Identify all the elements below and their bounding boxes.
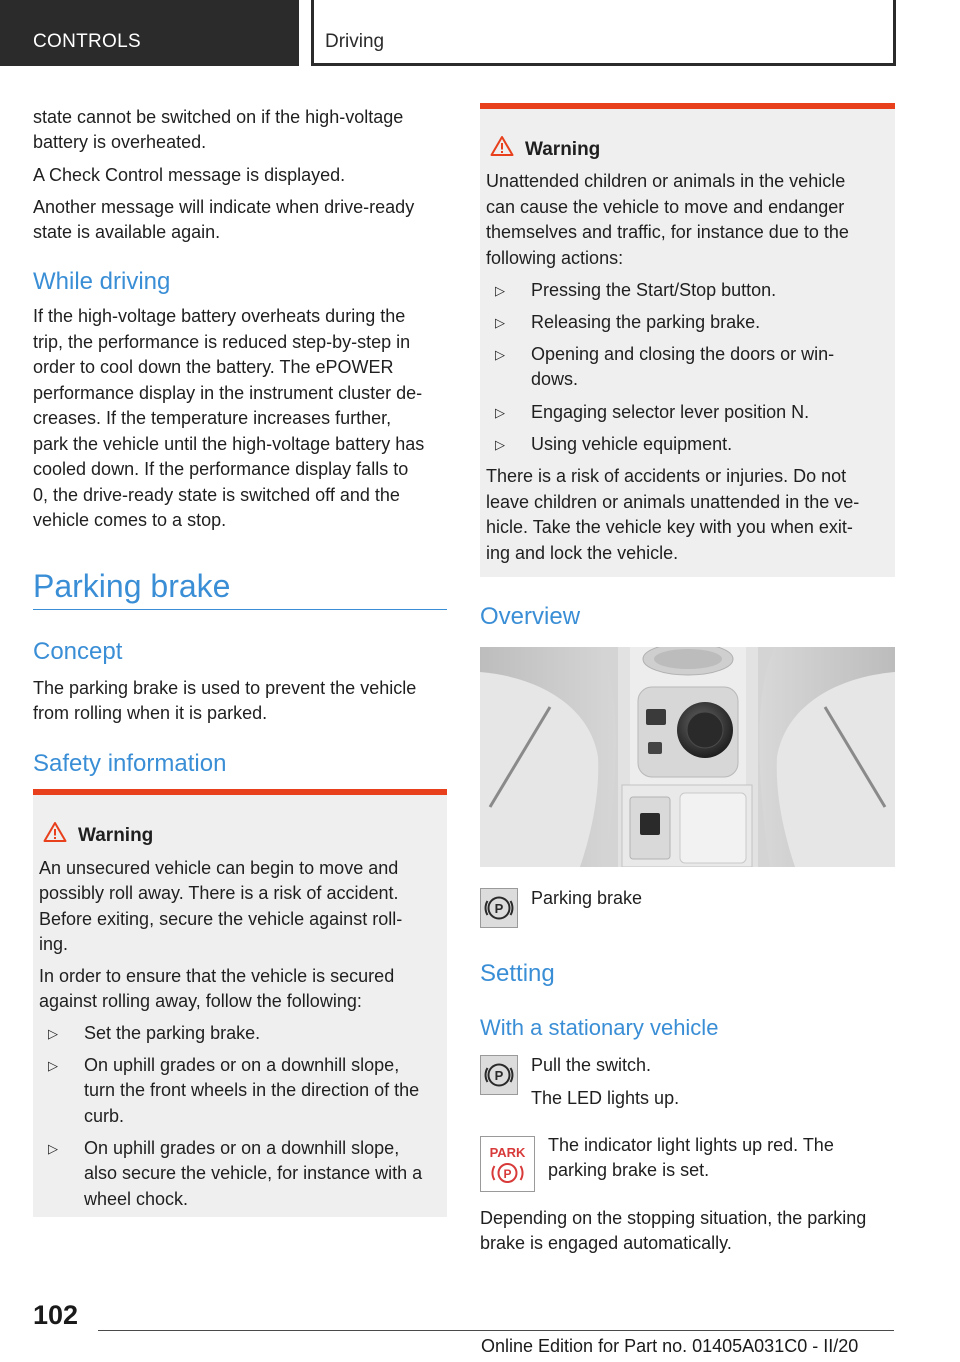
triangle-bullet-icon: ▷: [495, 315, 505, 330]
body-line: parking brake is set.: [548, 1160, 710, 1180]
footer-edition: Online Edition for Part no. 01405A031C0 - II/20: [481, 1336, 859, 1356]
body-line: The indicator light lights up red. The: [548, 1135, 834, 1155]
list-item: ▷ Releasing the parking brake.: [495, 310, 885, 336]
list-item: ▷ Set the parking brake.: [48, 1021, 438, 1047]
triangle-bullet-icon: ▷: [495, 405, 505, 420]
body-line: performance display in the instrument cluster de-: [33, 383, 423, 403]
list-item: ▷ On uphill grades or on a downhill slope, also secure the vehicle, for instance with a wheel chock.: [48, 1138, 423, 1209]
warning-line: hicle. Take the vehicle key with you when exit-: [486, 517, 853, 537]
body-line: creases. If the temperature increases further,: [33, 408, 392, 428]
warning-title: Warning: [525, 139, 601, 160]
warning-line: ing and lock the vehicle.: [486, 543, 679, 563]
body-line: brake is engaged automatically.: [480, 1233, 732, 1253]
triangle-bullet-icon: ▷: [48, 1026, 58, 1041]
warning-line: following actions:: [486, 248, 624, 268]
center-console-illustration: [480, 647, 895, 867]
list-item: ▷ Engaging selector lever position N.: [495, 400, 885, 426]
while-driving-heading: While driving: [33, 268, 171, 295]
triangle-bullet-icon: ▷: [48, 1058, 58, 1073]
footer-rule: [98, 1330, 894, 1331]
list-item: ▷ Pressing the Start/Stop button.: [495, 278, 885, 304]
body-line: trip, the performance is reduced step-by-step in: [33, 332, 411, 352]
warning-line: Before exiting, secure the vehicle against roll-: [39, 909, 403, 929]
warning-box: [480, 103, 895, 577]
list-item: ▷ On uphill grades or on a downhill slope, turn the front wheels in the direction of the curb.: [48, 1055, 420, 1126]
body-line: 0, the drive-ready state is switched off and the: [33, 485, 400, 505]
warning-triangle-icon: [43, 821, 67, 843]
intro-line: A Check Control message is displayed.: [33, 165, 346, 185]
intro-line: battery is overheated.: [33, 132, 207, 152]
header-chapter-tab: [311, 0, 896, 66]
warning-line: ing.: [39, 934, 69, 954]
parking-brake-console-photo: [480, 647, 895, 867]
intro-line: state is available again.: [33, 222, 221, 242]
heading-rule: [33, 609, 447, 610]
warning-line: leave children or animals unattended in the ve-: [486, 492, 860, 512]
body-line: cooled down. If the performance display falls to: [33, 459, 409, 479]
list-item: ▷ Opening and closing the doors or win- dows.: [495, 344, 835, 389]
triangle-bullet-icon: ▷: [495, 437, 505, 452]
body-line: order to cool down the battery. The ePOWER: [33, 357, 394, 377]
header-section-label: CONTROLS: [33, 31, 141, 52]
warning-line: In order to ensure that the vehicle is secured: [39, 966, 395, 986]
header-chapter-label: Driving: [325, 31, 385, 52]
intro-line: Another message will indicate when drive-ready: [33, 197, 415, 217]
body-line: If the high-voltage battery overheats during the: [33, 306, 406, 326]
warning-line: An unsecured vehicle can begin to move and: [39, 858, 399, 878]
body-line: from rolling when it is parked.: [33, 703, 268, 723]
warning-line: Unattended children or animals in the vehicle: [486, 171, 846, 191]
body-line: park the vehicle until the high-voltage battery has: [33, 434, 425, 454]
warning-line: against rolling away, follow the following:: [39, 991, 362, 1011]
page-number: 102: [33, 1300, 79, 1330]
body-line: The parking brake is used to prevent the vehicle: [33, 678, 417, 698]
warning-triangle-icon: [490, 135, 514, 157]
triangle-bullet-icon: ▷: [495, 347, 505, 362]
triangle-bullet-icon: ▷: [48, 1141, 58, 1156]
list-item: ▷ Using vehicle equipment.: [495, 432, 885, 458]
header-section-tab: [0, 0, 299, 66]
button-letter: P: [494, 901, 504, 916]
warning-line: themselves and traffic, for instance due to the: [486, 222, 849, 242]
park-indicator-light-icon: [480, 1136, 535, 1192]
body-line: The LED lights up.: [531, 1088, 680, 1108]
warning-line: There is a risk of accidents or injuries. Do not: [486, 466, 847, 486]
intro-line: state cannot be switched on if the high-voltage: [33, 107, 404, 127]
warning-title: Warning: [78, 825, 154, 846]
warning-line: can cause the vehicle to move and endanger: [486, 197, 845, 217]
stationary-vehicle-heading: With a stationary vehicle: [480, 1015, 719, 1040]
warning-box: [33, 789, 447, 1217]
park-label: PARK: [489, 1145, 526, 1160]
body-line: Depending on the stopping situation, the parking: [480, 1208, 867, 1228]
button-letter: P: [494, 1068, 504, 1083]
parking-brake-switch-icon: [480, 1055, 518, 1095]
park-letter: P: [503, 1167, 512, 1181]
concept-heading: Concept: [33, 638, 123, 665]
warning-line: possibly roll away. There is a risk of accident.: [39, 883, 399, 903]
body-line: vehicle comes to a stop.: [33, 510, 227, 530]
overview-caption: Parking brake: [531, 888, 643, 908]
parking-brake-heading: Parking brake: [33, 568, 231, 604]
overview-heading: Overview: [480, 603, 581, 630]
parking-brake-button-icon: [480, 888, 518, 928]
safety-information-heading: Safety information: [33, 750, 227, 777]
triangle-bullet-icon: ▷: [495, 283, 505, 298]
setting-heading: Setting: [480, 960, 555, 987]
body-line: Pull the switch.: [531, 1055, 652, 1075]
